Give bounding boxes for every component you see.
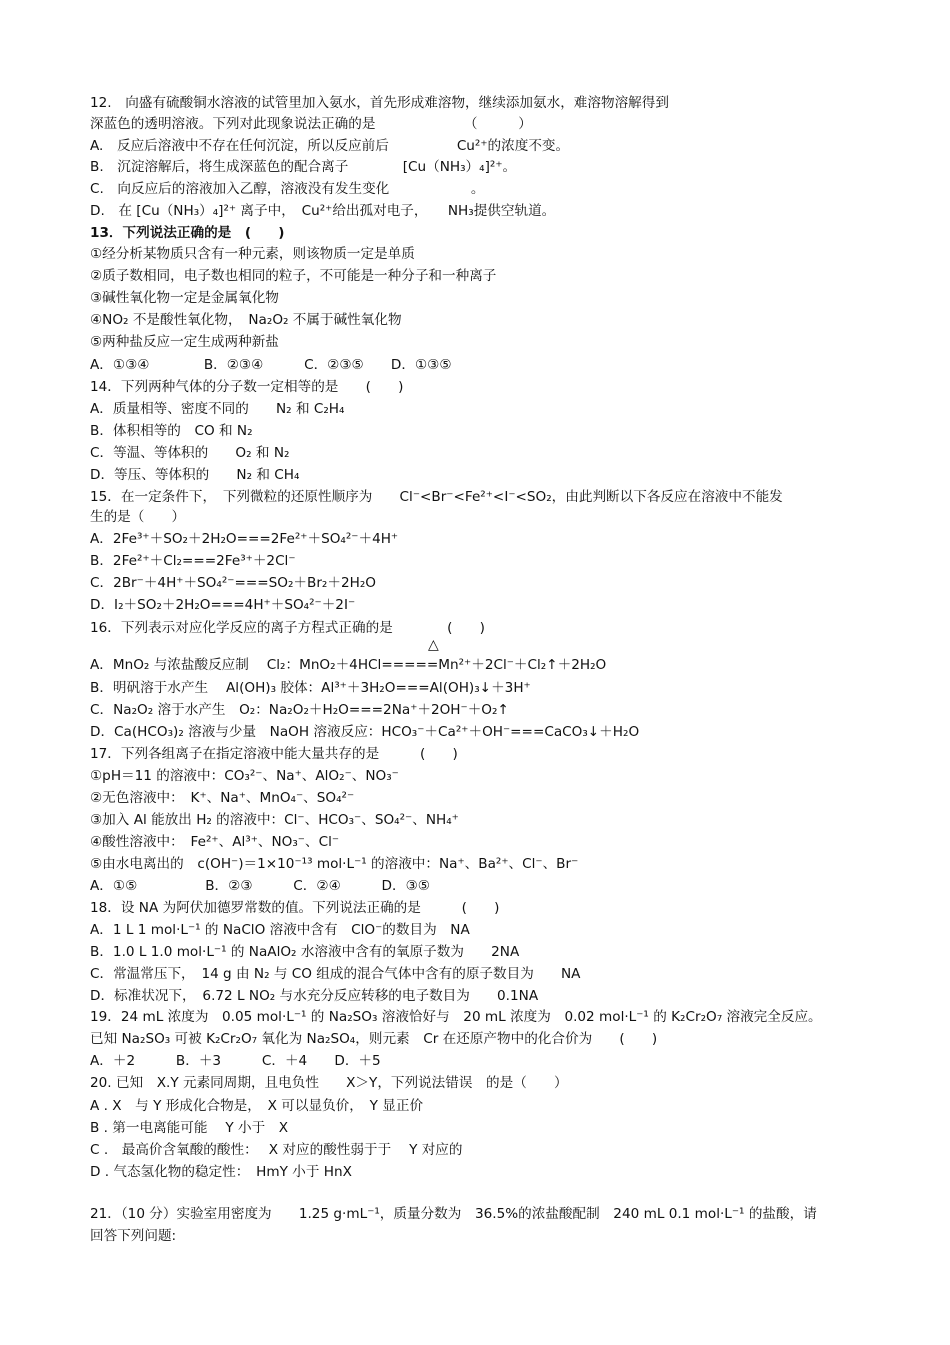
text-line: 16．下列表示对应化学反应的离子方程式正确的是 ( ) [90,620,485,636]
text-line: 已知 Na₂SO₃ 可被 K₂Cr₂O₇ 氧化为 Na₂SO₄，则元素 Cr 在还原产物中的化合价为 ( ) [90,1031,658,1047]
text-line: ①经分析某物质只含有一种元素，则该物质一定是单质 [90,246,415,262]
text-line: 15．在一定条件下， 下列微粒的还原性顺序为 Cl⁻<Br⁻<Fe²⁺<I⁻<SO₂，由此判断以下各反应在溶液中不能发 [90,489,783,505]
text-line: A．2Fe³⁺＋SO₂＋2H₂O===2Fe²⁺＋SO₄²⁻＋4H⁺ [90,531,399,547]
text-line: A．1 L 1 mol·L⁻¹ 的 NaClO 溶液中含有 ClO⁻的数目为 NA [90,922,470,938]
text-line: A. 反应后溶液中不存在任何沉淀，所以反应前后 Cu²⁺的浓度不变。 [90,138,570,154]
text-line: ⑤两种盐反应一定生成两种新盐 [90,334,279,350]
question-13-title: 13．下列说法正确的是 ( ) [90,225,285,241]
text-line: 17．下列各组离子在指定溶液中能大量共存的是 ( ) [90,746,458,762]
text-line: A．＋2 B．＋3 C．＋4 D．＋5 [90,1053,381,1069]
heat-triangle-symbol: △ [428,637,439,653]
text-line: A．①⑤ B．②③ C．②④ D．③⑤ [90,878,430,894]
text-line: C. 向反应后的溶液加入乙醇，溶液没有发生变化 。 [90,181,485,197]
text-line: 18．设 NA 为阿伏加德罗常数的值。下列说法正确的是 ( ) [90,900,500,916]
text-line: D．等压、等体积的 N₂ 和 CH₄ [90,467,300,483]
text-line: D．I₂＋SO₂＋2H₂O===4H⁺＋SO₄²⁻＋2I⁻ [90,597,356,613]
text-line: 生的是（ ） [90,509,186,525]
text-line: A . X 与 Y 形成化合物是， X 可以显负价， Y 显正价 [90,1098,424,1114]
text-line: B．1.0 L 1.0 mol·L⁻¹ 的 NaAlO₂ 水溶液中含有的氧原子数为 2NA [90,944,520,960]
text-line: 21．（10 分）实验室用密度为 1.25 g·mL⁻¹，质量分数为 36.5%的浓盐酸配制 240 mL 0.1 mol·L⁻¹ 的盐酸，请 [90,1206,817,1222]
text-line: C．2Br⁻＋4H⁺＋SO₄²⁻===SO₂＋Br₂＋2H₂O [90,575,376,591]
text-line: ⑤由水电离出的 c(OH⁻)＝1×10⁻¹³ mol·L⁻¹ 的溶液中：Na⁺、Ba²⁺、Cl⁻、Br⁻ [90,856,579,872]
text-line: B. 沉淀溶解后，将生成深蓝色的配合离子 [Cu（NH₃）₄]²⁺。 [90,159,517,175]
text-line: ④酸性溶液中： Fe²⁺、Al³⁺、NO₃⁻、Cl⁻ [90,834,340,850]
text-line: ③加入 Al 能放出 H₂ 的溶液中：Cl⁻、HCO₃⁻、SO₄²⁻、NH₄⁺ [90,812,459,828]
text-line: 20. 已知 X.Y 元素同周期，且电负性 X＞Y，下列说法错误 的是（ ） [90,1075,568,1091]
text-line: C．等温、等体积的 O₂ 和 N₂ [90,445,290,461]
text-line: A．MnO₂ 与浓盐酸反应制 Cl₂：MnO₂＋4HCl=====Mn²⁺＋2Cl⁻＋Cl₂↑＋2H₂O [90,657,607,673]
text-line: B . 第一电离能可能 Y 小于 X [90,1120,289,1136]
text-line: C . 最高价含氧酸的酸性： X 对应的酸性弱于于 Y 对应的 [90,1142,463,1158]
text-line: A．质量相等、密度不同的 N₂ 和 C₂H₄ [90,401,345,417]
text-line: B．2Fe²⁺＋Cl₂===2Fe³⁺＋2Cl⁻ [90,553,296,569]
text-line: C．常温常压下， 14 g 由 N₂ 与 CO 组成的混合气体中含有的原子数目为 NA [90,966,581,982]
text-line: B．明矾溶于水产生 Al(OH)₃ 胶体：Al³⁺＋3H₂O===Al(OH)₃↓＋3H⁺ [90,680,531,696]
text-line: 14．下列两种气体的分子数一定相等的是 ( ) [90,379,404,395]
text-line: B．体积相等的 CO 和 N₂ [90,423,253,439]
text-line: 深蓝色的透明溶液。下列对此现象说法正确的是 （ ） [90,116,532,132]
text-line: ③碱性氧化物一定是金属氧化物 [90,290,279,306]
text-line: ④NO₂ 不是酸性氧化物， Na₂O₂ 不属于碱性氧化物 [90,312,402,328]
text-line: D．Ca(HCO₃)₂ 溶液与少量 NaOH 溶液反应：HCO₃⁻＋Ca²⁺＋OH⁻===CaCO₃↓＋H₂O [90,724,640,740]
text-line: A．①③④ B．②③④ C．②③⑤ D．①③⑤ [90,357,452,373]
text-line: 回答下列问题: [90,1228,177,1244]
text-line: 12. 向盛有硫酸铜水溶液的试管里加入氨水，首先形成难溶物，继续添加氨水，难溶物溶解得到 [90,95,669,111]
text-line: D．标准状况下， 6.72 L NO₂ 与水充分反应转移的电子数目为 0.1NA [90,988,539,1004]
text-line: D. 在 [Cu（NH₃）₄]²⁺ 离子中， Cu²⁺给出孤对电子， NH₃提供空轨道。 [90,203,556,219]
text-line: D . 气态氢化物的稳定性： HmY 小于 HnX [90,1164,352,1180]
text-line: 19．24 mL 浓度为 0.05 mol·L⁻¹ 的 Na₂SO₃ 溶液恰好与 20 mL 浓度为 0.02 mol·L⁻¹ 的 K₂Cr₂O₇ 溶液完全反应。 [90,1009,822,1025]
text-line: ①pH＝11 的溶液中：CO₃²⁻、Na⁺、AlO₂⁻、NO₃⁻ [90,768,399,784]
text-line: ②质子数相同，电子数也相同的粒子，不可能是一种分子和一种离子 [90,268,497,284]
text-line: ②无色溶液中： K⁺、Na⁺、MnO₄⁻、SO₄²⁻ [90,790,355,806]
text-line: C．Na₂O₂ 溶于水产生 O₂：Na₂O₂＋H₂O===2Na⁺＋2OH⁻＋O₂↑ [90,702,509,718]
